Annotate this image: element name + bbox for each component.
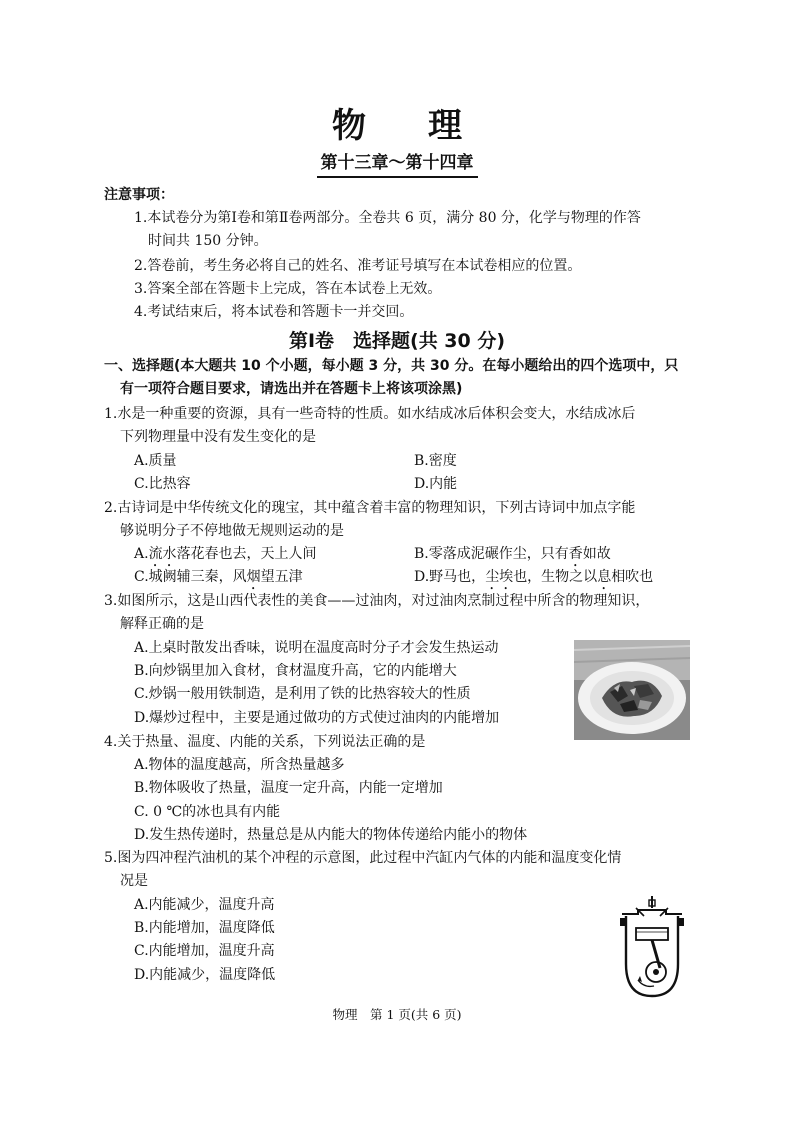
question-5-option-a: A.内能减少，温度升高 [134, 897, 275, 913]
question-5-stem: 况是 [120, 873, 148, 889]
page-subtitle [0, 148, 794, 178]
question-4-option-b: B.物体吸收了热量，温度一定升高，内能一定增加 [134, 780, 443, 796]
page-footer: 物理 第 1 页(共 6 页) [332, 1007, 462, 1022]
question-3-option-c: C.炒锅一般用铁制造，是利用了铁的比热容较大的性质 [134, 686, 471, 702]
section-title: 第Ⅰ卷 选择题(共 30 分) [288, 330, 506, 352]
question-2-stem: 够说明分子不停地做无规则运动的是 [120, 523, 344, 539]
question-1-stem: 1.水是一种重要的资源，具有一些奇特的性质。如水结成冰后体积会变大，水结成冰后 [104, 406, 636, 422]
question-3-option-b: B.向炒锅里加入食材，食材温度升高，它的内能增大 [134, 663, 457, 679]
section-instruction: 有一项符合题目要求，请选出并在答题卡上将该项涂黑) [120, 381, 463, 397]
question-2-stem: 2.古诗词是中华传统文化的瑰宝，其中蕴含着丰富的物理知识，下列古诗词中加点字能 [104, 500, 636, 516]
engine-diagram [614, 894, 690, 1000]
question-3-option-d: D.爆炒过程中，主要是通过做功的方式使过油肉的内能增加 [134, 710, 500, 726]
question-1-option-c: C.比热容 [134, 476, 191, 492]
question-5-stem: 5.图为四冲程汽油机的某个冲程的示意图，此过程中汽缸内气体的内能和温度变化情 [104, 850, 622, 866]
question-1-option-b: B.密度 [414, 453, 457, 469]
page-title: 物理 [332, 106, 524, 146]
emphasis-text: 息 [597, 569, 612, 585]
notice-item: 4.考试结束后，将本试卷和答题卡一并交回。 [134, 304, 414, 320]
emphasis-text: 尘埃 [485, 569, 514, 585]
question-2-option-c: C.城阙辅三秦，风烟望五津 [134, 569, 303, 585]
question-4-stem: 4.关于热量、温度、内能的关系，下列说法正确的是 [104, 734, 426, 750]
question-5-option-d: D.内能减少，温度降低 [134, 967, 276, 983]
notice-heading: 注意事项： [104, 187, 174, 203]
question-2-option-a: A.流水落花春也去，天上人间 [134, 546, 317, 562]
notice-item: 3.答案全部在答题卡上完成，答在本试卷上无效。 [134, 281, 442, 297]
question-5-option-b: B.内能增加，温度降低 [134, 920, 275, 936]
notice-item: 时间共 150 分钟。 [148, 233, 268, 249]
question-3-stem: 3.如图所示，这是山西代表性的美食——过油肉，对过油肉烹制过程中所含的物理知识， [104, 593, 650, 609]
dish-photo [574, 640, 690, 740]
section-instruction: 一、选择题(本大题共 10 个小题，每小题 3 分，共 30 分。在每小题给出的四个选项中，只 [104, 358, 679, 374]
question-4-option-d: D.发生热传递时，热量总是从内能大的物体传递给内能小的物体 [134, 827, 528, 843]
question-1-stem: 下列物理量中没有发生变化的是 [120, 429, 316, 445]
question-4-option-c: C. 0 ℃的冰也具有内能 [134, 804, 281, 820]
emphasis-text: 烟 [246, 569, 261, 585]
question-1-option-a: A.质量 [134, 453, 177, 469]
question-4-option-a: A.物体的温度越高，所含热量越多 [134, 757, 345, 773]
question-2-option-d: D.野马也，尘埃也，生物之以息相吹也 [414, 569, 654, 585]
emphasis-text: 流水 [148, 546, 177, 562]
emphasis-text: 香 [568, 546, 583, 562]
notice-item: 1.本试卷分为第Ⅰ卷和第Ⅱ卷两部分。全卷共 6 页，满分 80 分，化学与物理的作答 [134, 210, 641, 226]
question-3-stem: 解释正确的是 [120, 616, 204, 632]
question-1-option-d: D.内能 [414, 476, 458, 492]
subtitle-text: 第十三章～第十四章 [317, 148, 478, 178]
question-3-option-a: A.上桌时散发出香味，说明在温度高时分子才会发生热运动 [134, 640, 499, 656]
question-2-option-b: B.零落成泥碾作尘，只有香如故 [414, 546, 611, 562]
notice-item: 2.答卷前，考生务必将自己的姓名、准考证号填写在本试卷相应的位置。 [134, 258, 582, 274]
question-5-option-c: C.内能增加，温度升高 [134, 943, 275, 959]
